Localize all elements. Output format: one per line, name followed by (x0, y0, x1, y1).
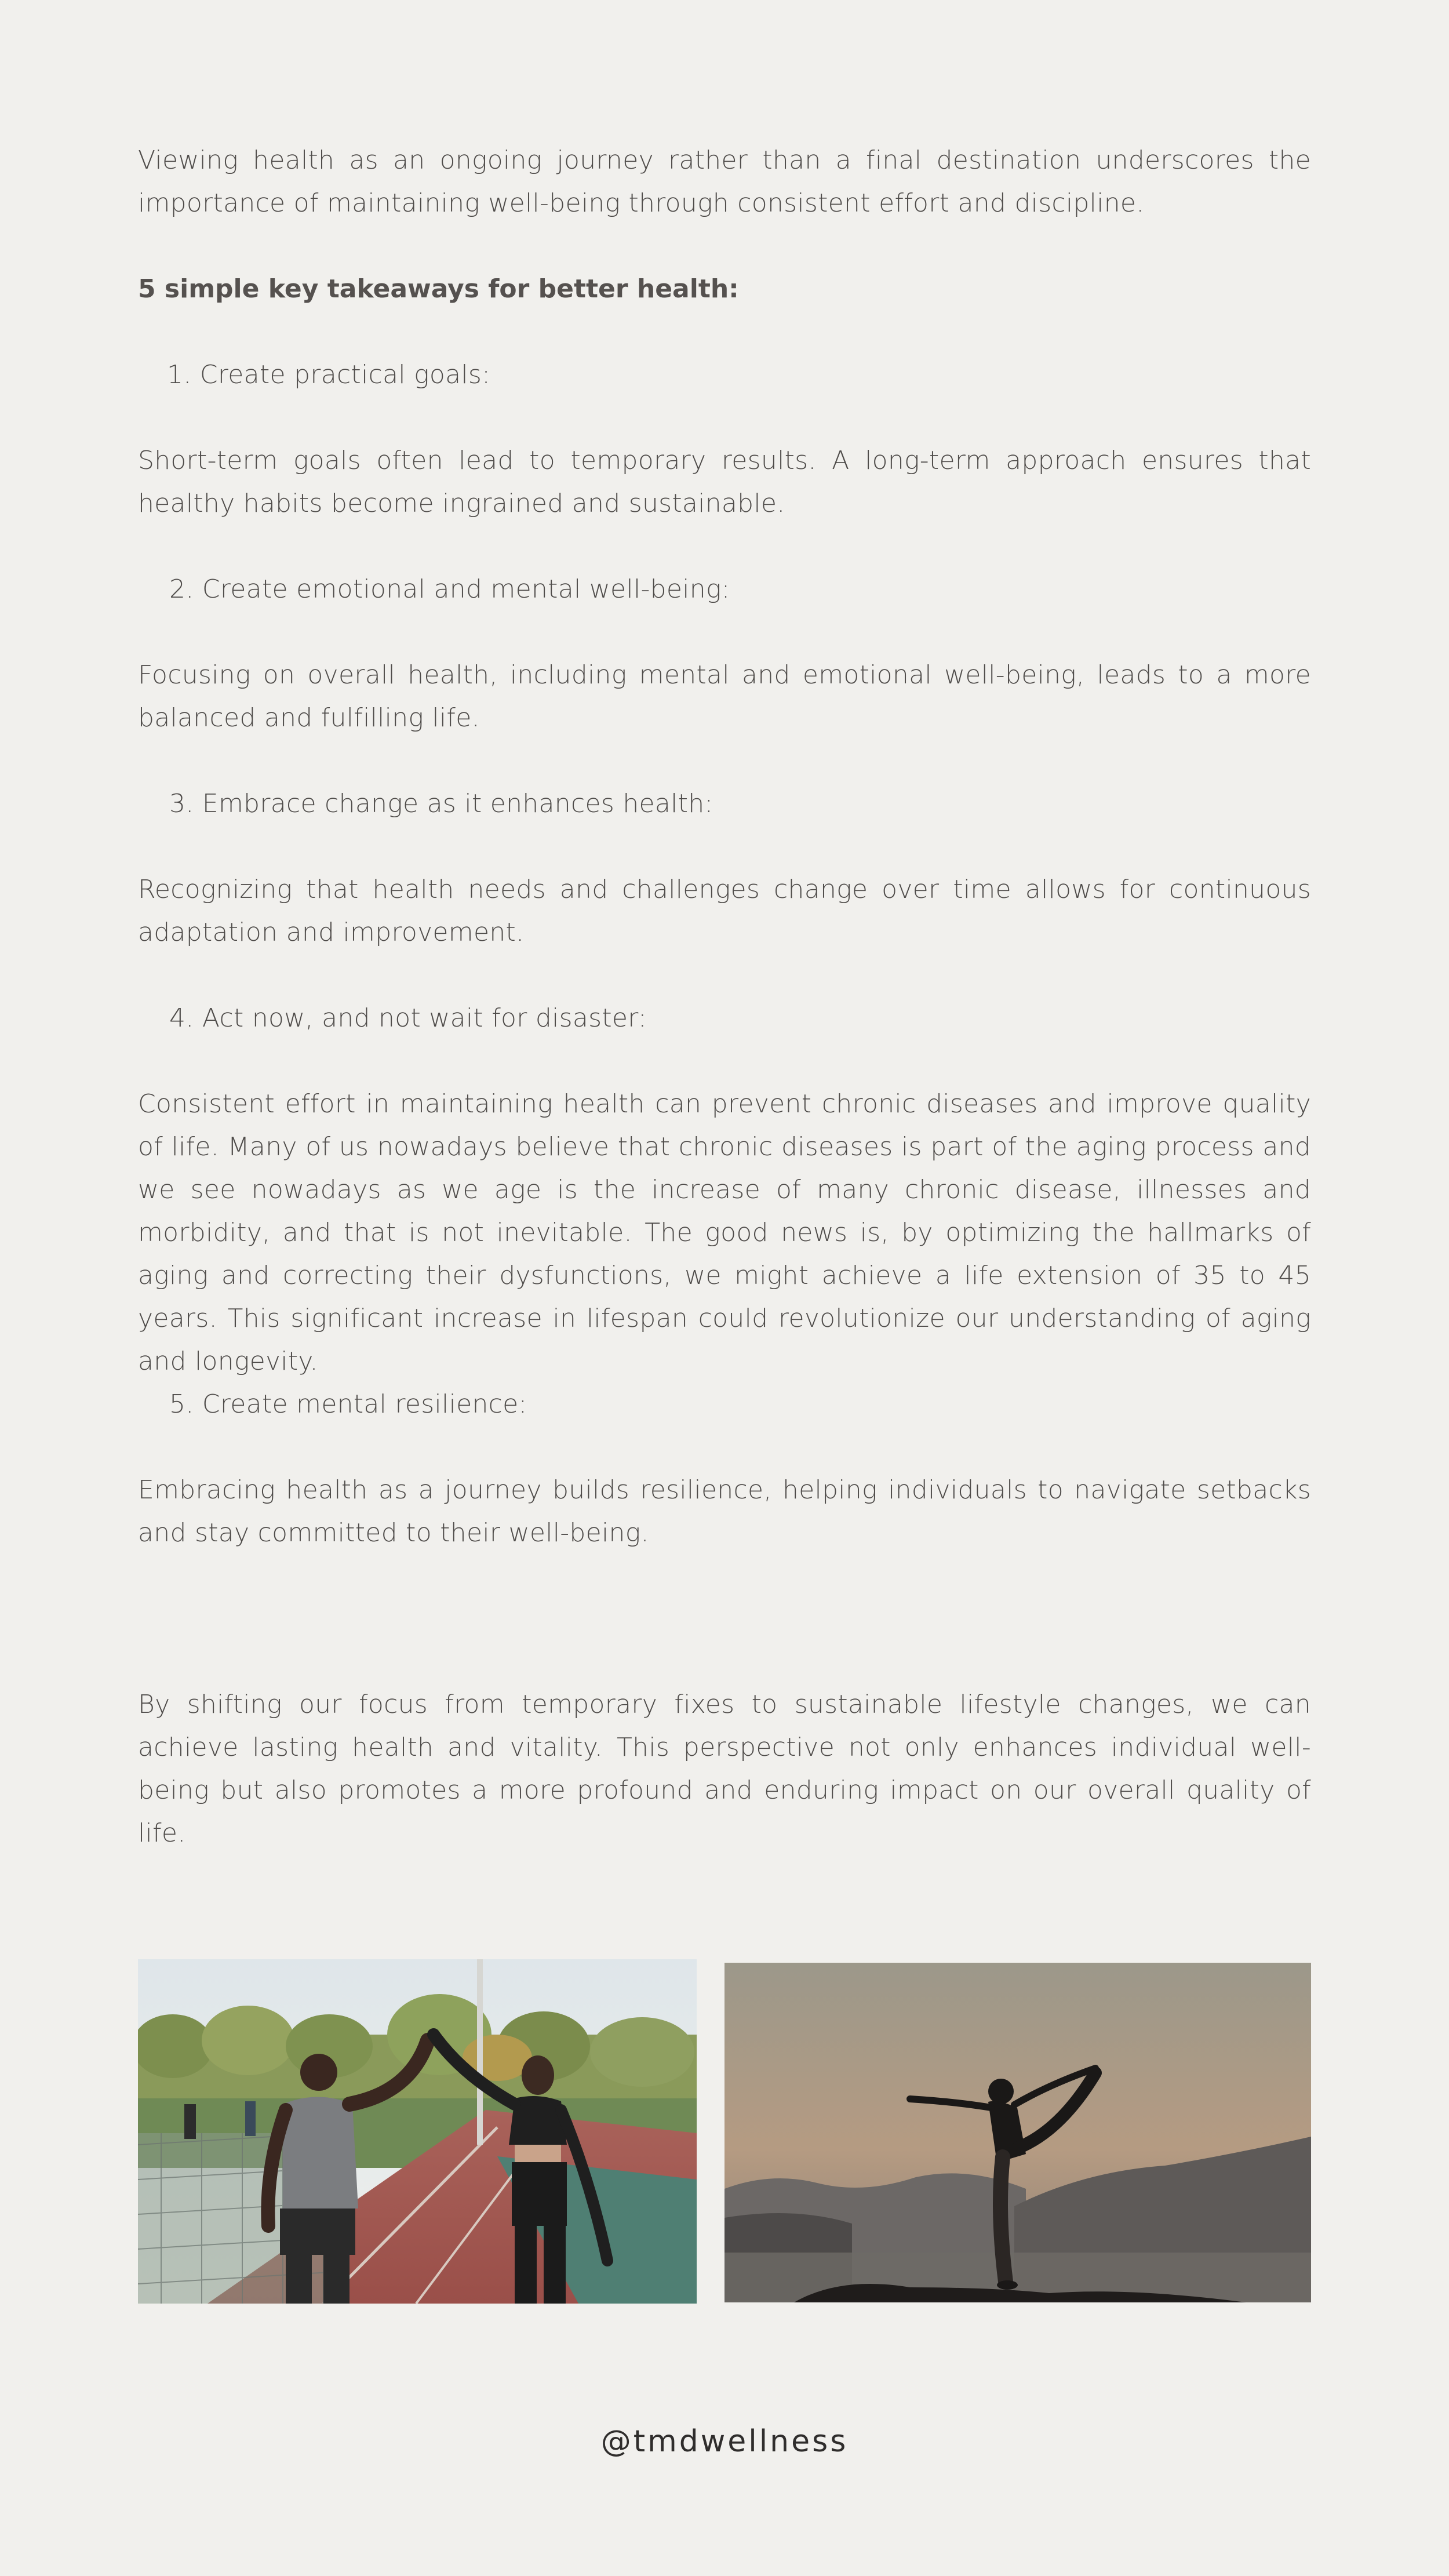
takeaway-1-title: 1. Create practical goals: (167, 360, 491, 390)
takeaway-5-title: 5. Create mental resilience: (169, 1389, 527, 1419)
takeaway-3-title: 3. Embrace change as it enhances health: (169, 789, 713, 818)
intro-paragraph: Viewing health as an ongoing journey rather than a final destination underscores the importance of maintaining well-being through consistent effort and discipline. (138, 145, 1311, 218)
yoga-illustration (724, 1963, 1311, 2302)
takeaway-3-body: Recognizing that health needs and challenges change over time allows for continuous adaptation and improvement. (138, 875, 1311, 947)
takeaway-5-body: Embracing health as a journey builds resilience, helping individuals to navigate setbacks and stay committed to their well-being. (138, 1475, 1311, 1548)
closing-paragraph: By shifting our focus from temporary fixes to sustainable lifestyle changes, we can achieve lasting health and vitality. This perspective not only enhances individual well-being but also promotes a more profound and enduring impact on our overall quality of life. (138, 1690, 1311, 1848)
takeaway-2-title: 2. Create emotional and mental well-being: (169, 574, 730, 604)
takeaway-2-body: Focusing on overall health, including mental and emotional well-being, leads to a more balanced and fulfilling life. (138, 660, 1311, 733)
photo-runners-high-five (138, 1959, 697, 2304)
runners-illustration (138, 1959, 697, 2304)
takeaway-4-body: Consistent effort in maintaining health can prevent chronic diseases and improve quality of life. Many of us nowadays believe that chronic diseases is part of the aging process and we see nowadays as we age is the increase of many chronic disease, illnesses and morbidity, and that is not inevitable. The good news is, by optimizing the hallmarks of aging and correcting their dysfunctions, we might achieve a life extension of 35 to 45 years. This significant increase in lifespan could revolutionize our understanding of aging and longevity. (138, 1089, 1311, 1376)
instagram-handle: @tmdwellness (600, 2424, 849, 2459)
takeaways-heading: 5 simple key takeaways for better health: (138, 274, 739, 304)
takeaway-1-body: Short-term goals often lead to temporary results. A long-term approach ensures that healthy habits become ingrained and sustainable. (138, 446, 1311, 518)
takeaway-4-title: 4. Act now, and not wait for disaster: (169, 1003, 647, 1033)
photo-yoga-silhouette (724, 1963, 1311, 2302)
